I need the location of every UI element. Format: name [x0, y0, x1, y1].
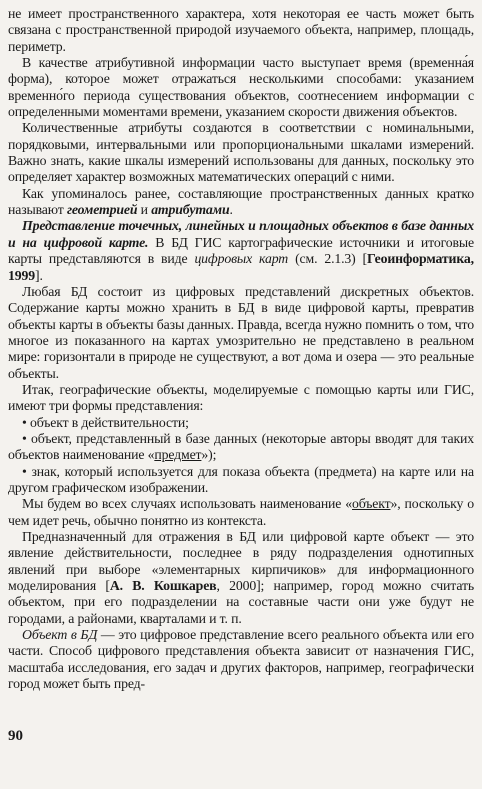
term-digital-maps: цифровых карт [194, 251, 289, 267]
p8-text-a: Мы будем во всех случаях использовать наименование « [22, 496, 353, 512]
term-geometry: геометрией [66, 202, 138, 218]
p4-text-b: и [137, 202, 152, 218]
p5-text-c: ]. [35, 267, 43, 283]
page-number: 90 [8, 728, 23, 744]
paragraph-3: Количественные атрибуты создаются в соответствии с номинальными, порядковыми, интервальными или пропорциональными шкалами измерений. Важно знать, какие шкалы измерений использованы для данных, поскольку это определяет характер возможных математических операций с ними. [8, 120, 474, 185]
citation-geoinformatika: Геоинформатика, 1999 [8, 251, 474, 283]
term-object: объект [352, 496, 391, 512]
p9-text-b: , 2000]; например, город можно считать объектом, при его подразделении на составные части они уже будут не городами, а районами, кварталами и т. п. [8, 578, 474, 626]
p5-text-b: (см. 2.1.3) [ [288, 251, 368, 267]
paragraph-8 [8, 496, 474, 529]
paragraph-5 [8, 218, 474, 283]
citation-koshkarev: А. В. Кошкарев [109, 578, 217, 594]
paragraph-4 [8, 186, 474, 219]
paragraph-1: не имеет пространственного характера, хотя некоторая ее часть может быть связана с пространственной природой изучаемого объекта, например, площадь, периметр. [8, 6, 474, 54]
p5-text-a: В БД ГИС картографические источники и итоговые карты представляются в виде [8, 234, 474, 267]
paragraph-9 [8, 529, 474, 627]
p8-text-b: », поскольку о чем идет речь, обычно понятно из контекста. [8, 496, 474, 528]
term-object-in-db: Объект в БД [22, 627, 98, 643]
section-heading: Представление точечных, линейных и площадных объектов в базе данных и на цифровой карте. [8, 218, 474, 250]
bullet2-text-b: »); [201, 447, 217, 463]
bullet2-text-a: • объект, представленный в базе данных (некоторые авторы вводят для таких объектов наименование « [8, 430, 474, 463]
paragraph-6: Любая БД состоит из цифровых представлений дискретных объектов. Содержание карты можно хранить в БД в виде цифровой карты, превратив объекты карты в объекты базы данных. Правда, всегда нужно помнить о том, что многое из показанного на картах умозрительно не представлено в реальном мире: горизонтали в природе не существуют, а вот дома и озера — это реальные объекты. [8, 283, 474, 381]
p4-text-c: . [229, 202, 233, 218]
bullet-item-1: • объект в действительности; [22, 414, 189, 430]
term-attributes: атрибутами [151, 202, 230, 218]
bullet-item-2 [8, 431, 474, 464]
p10-text: — это цифровое представление всего реального объекта или его части. Способ цифрового представления объекта зависит от назначения ГИС, масштаба исследования, его задач и других факторов, например, географически город может быть пред- [8, 627, 474, 692]
paragraph-2: В качестве атрибутивной информации часто выступает время (временна́я форма), которое может отражаться несколькими способами: указанием временно́го периода существования объектов, соотнесением информации с определенными моментами времени, указанием скорости движения объектов. [8, 55, 474, 120]
paragraph-7: Итак, географические объекты, моделируемые с помощью карты или ГИС, имеют три формы представления: [8, 381, 474, 414]
bullet-item-3: • знак, который используется для показа объекта (предмета) на карте или на другом графическом изображении. [8, 463, 474, 495]
paragraph-10 [8, 627, 474, 692]
term-predmet: предмет [154, 447, 202, 463]
p9-text-a: Предназначенный для отражения в БД или цифровой карте объект — это явление действительности, последнее в ряду подразделения однотипных явлений при выборе «элементарных кирпичиков» для информационного моделирования [ [8, 529, 474, 594]
p4-text-a: Как упоминалось ранее, составляющие пространственных данных кратко называют [8, 185, 474, 218]
